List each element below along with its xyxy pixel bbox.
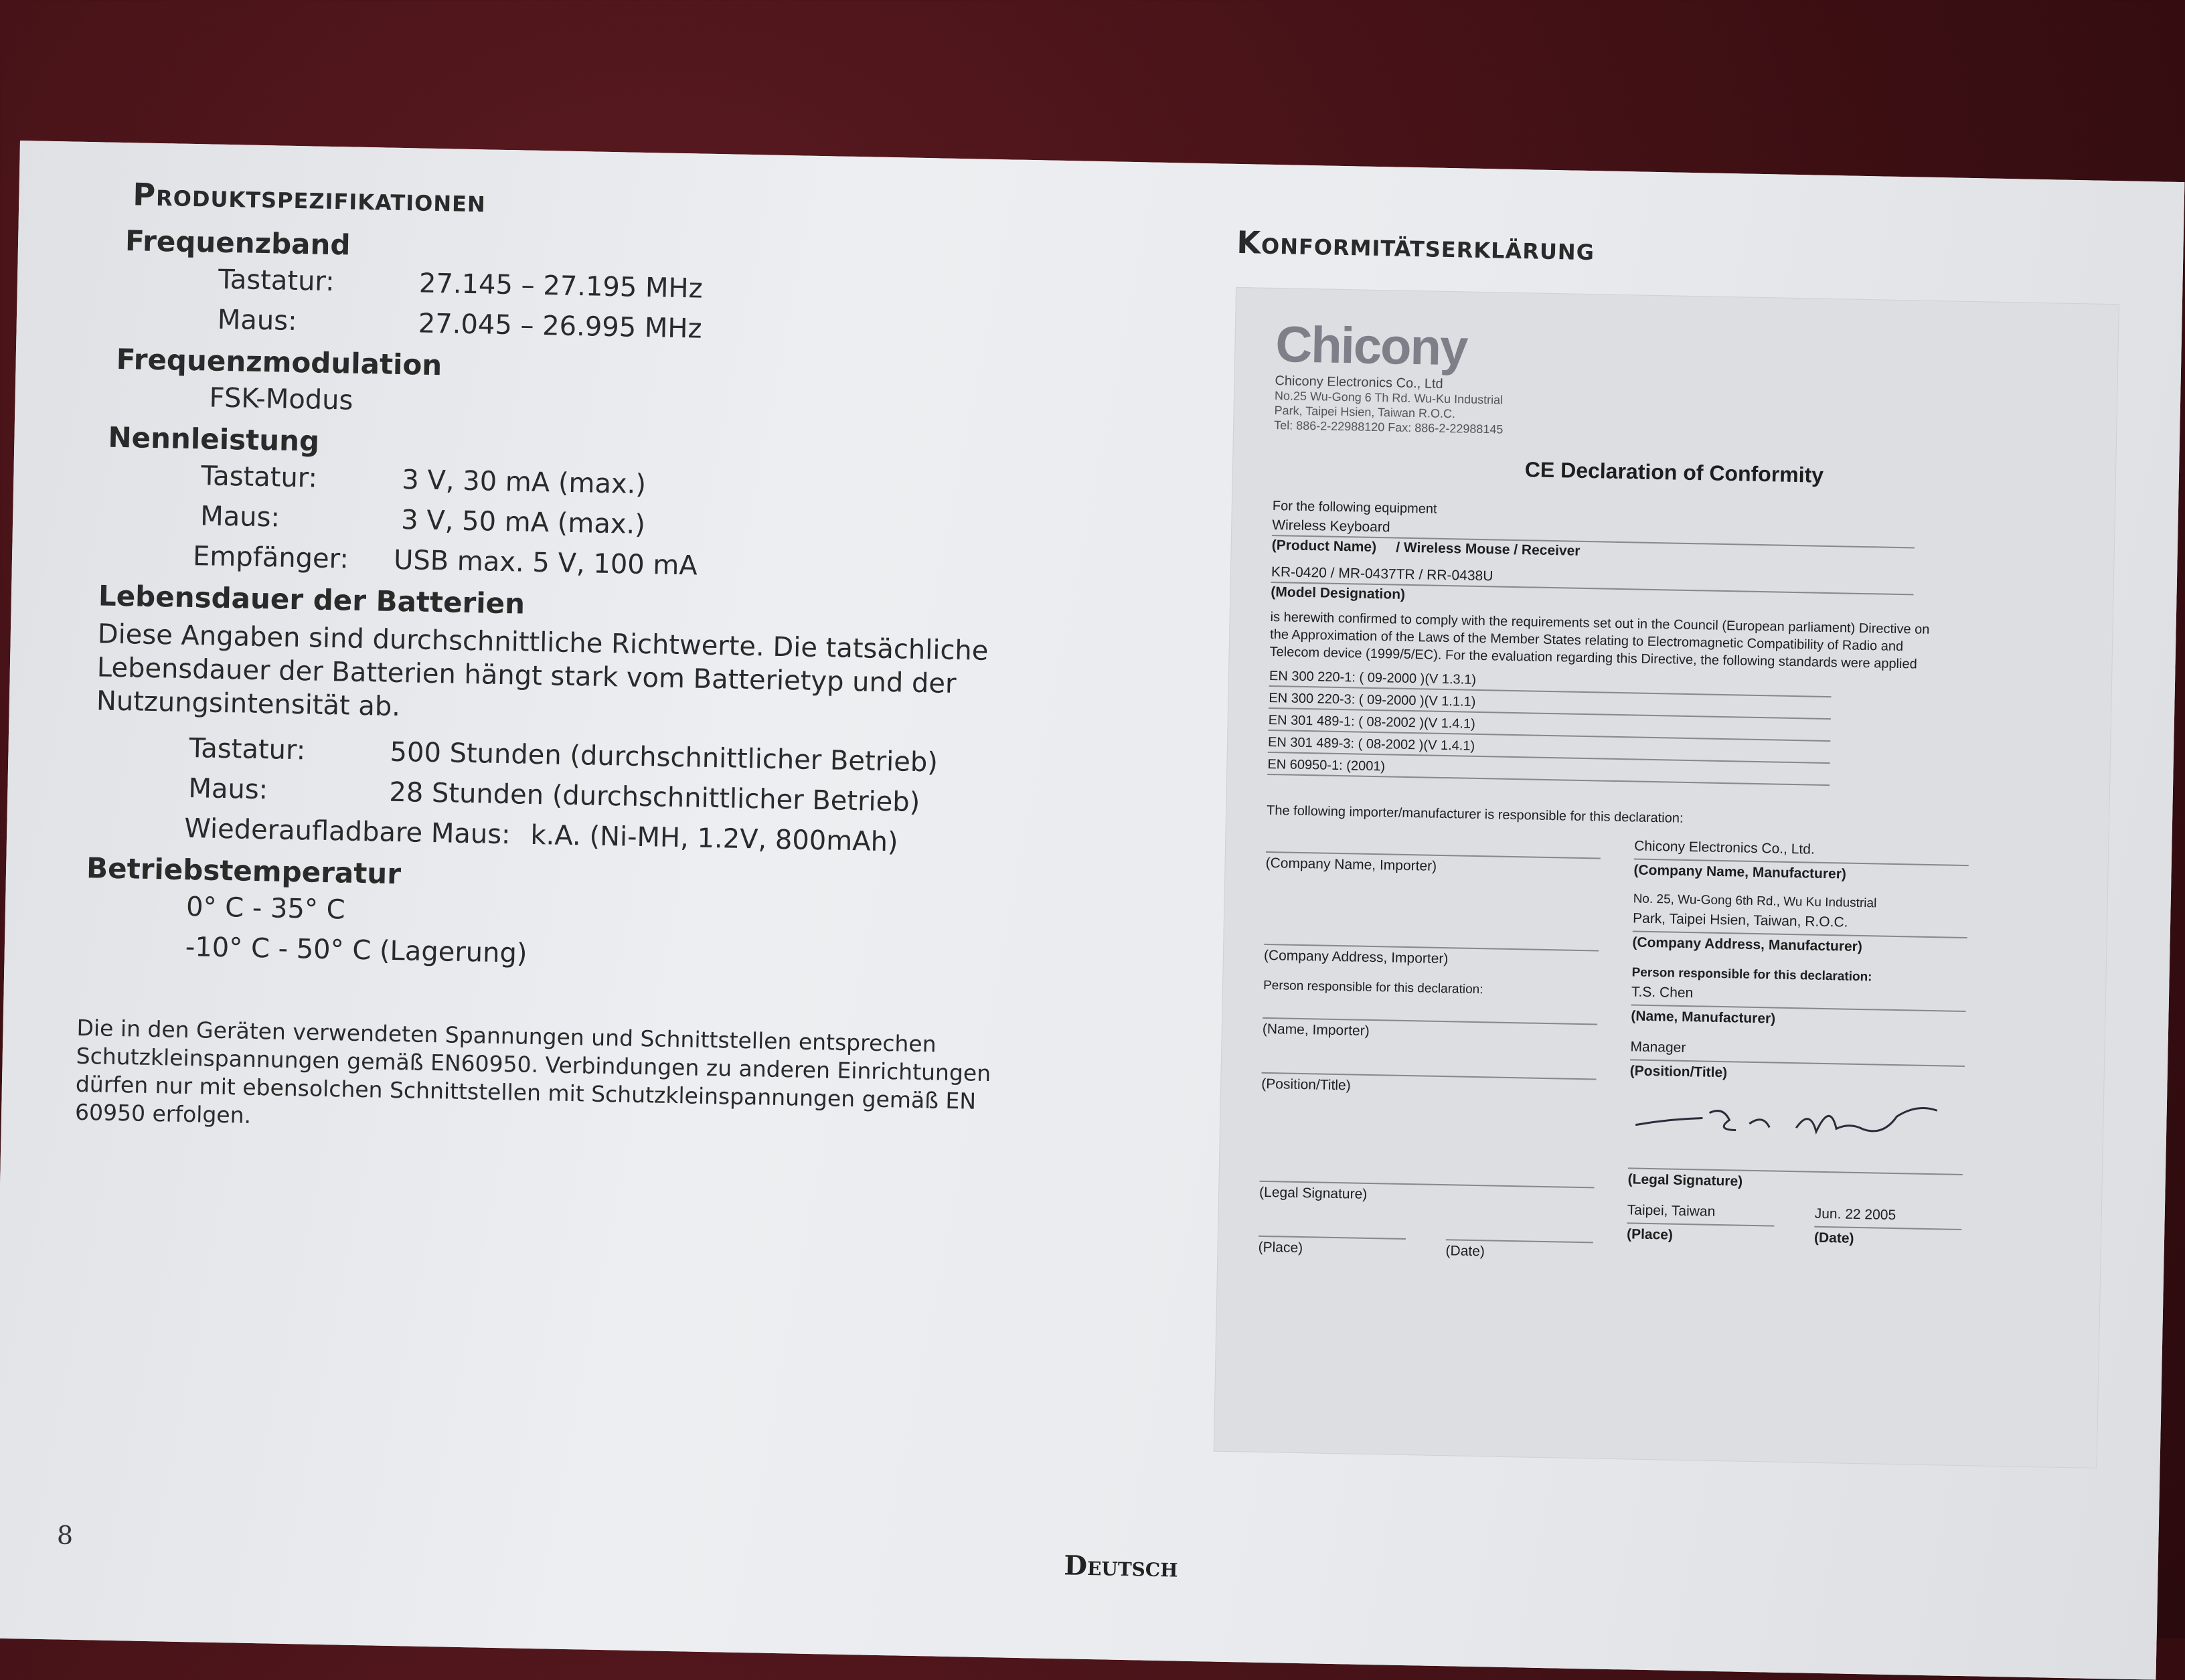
spec-column xyxy=(74,176,1164,1147)
manufacturer-position-caption: (Position/Title) xyxy=(1629,1063,1728,1081)
ce-certificate xyxy=(1214,287,2119,1468)
manufacturer-signature-caption: (Legal Signature) xyxy=(1627,1171,1743,1189)
manufacturer-person-value: T.S. Chen xyxy=(1631,981,1967,1012)
responsible-statement: The following importer/manufacturer is responsible for this declaration: xyxy=(1266,803,1684,826)
manufacturer-column xyxy=(1626,835,1969,1280)
conformity-title: Konformitätserklärung xyxy=(1236,224,1595,268)
temp-operating: 0° C - 35° C xyxy=(185,891,345,926)
section-heading: Lebensdauer der Batterien xyxy=(98,579,525,620)
spec-value: 28 Stunden (durchschnittlicher Betrieb) xyxy=(388,776,920,818)
safety-note: Die in den Geräten verwendeten Spannungen und Schnittstellen entsprechen Schutzkleinspannungen gemäß EN60950. Verbindungen zu anderen Einrichtungen dürfen nur mit ebensolchen Schnittstellen mit Schutzkleinspannungen gemäß EN 60950 erfolgen. xyxy=(74,1014,991,1128)
for-equipment: For the following equipment xyxy=(1272,499,1437,517)
spec-key: Wiederaufladbare Maus: xyxy=(183,813,511,851)
spec-key: Tastatur: xyxy=(189,733,306,766)
conformity-column xyxy=(1214,224,2134,1468)
spec-section-power xyxy=(106,421,1159,590)
section-heading: Nennleistung xyxy=(108,420,320,458)
chicony-logo: Chicony xyxy=(1275,316,1468,377)
product-name-value: Wireless Keyboard xyxy=(1272,515,1915,548)
importer-address-caption: (Company Address, Importer) xyxy=(1263,947,1449,967)
spec-value: 3 V, 30 mA (max.) xyxy=(401,465,647,501)
importer-name-caption: (Company Name, Importer) xyxy=(1265,855,1437,874)
importer-person-heading: Person responsible for this declaration: xyxy=(1263,978,1483,997)
manufacturer-name-caption: (Company Name, Manufacturer) xyxy=(1633,862,1847,882)
section-heading: Frequenzmodulation xyxy=(116,342,442,382)
importer-person-caption: (Name, Importer) xyxy=(1262,1021,1370,1039)
handwritten-signature xyxy=(1629,1091,1964,1151)
temp-storage: -10° C - 50° C (Lagerung) xyxy=(185,931,528,969)
manufacturer-name-value: Chicony Electronics Co., Ltd. xyxy=(1634,835,1969,866)
importer-name-line xyxy=(1266,829,1601,859)
manufacturer-person-caption: (Name, Manufacturer) xyxy=(1631,1008,1776,1027)
standard-item: EN 300 220-3: ( 09-2000 )(V 1.1.1) xyxy=(1269,687,1831,720)
manufacturer-date-caption: (Date) xyxy=(1813,1230,1854,1246)
spec-key: Tastatur: xyxy=(218,264,335,298)
section-heading: Betriebstemperatur xyxy=(86,851,402,891)
document-page xyxy=(0,141,2184,1680)
standards-list xyxy=(1267,665,2071,790)
importer-position-caption: (Position/Title) xyxy=(1261,1076,1351,1094)
spec-key: Maus: xyxy=(199,501,280,533)
standard-item: EN 301 489-3: ( 08-2002 )(V 1.4.1) xyxy=(1268,731,1830,764)
spec-title: Produktspezifikationen xyxy=(132,176,487,220)
manufacturer-person-heading: Person responsible for this declaration: xyxy=(1631,965,1872,985)
party-columns xyxy=(1258,829,2068,1283)
spec-key: Tastatur: xyxy=(200,460,318,494)
spec-key: FSK-Modus xyxy=(209,382,353,416)
spec-key: Empfänger: xyxy=(192,541,349,575)
spec-section-temperature xyxy=(84,851,1151,981)
battery-text: Diese Angaben sind durchschnittliche Richtwerte. Die tatsächliche Lebensdauer der Batterien hängt stark vom Batterietyp und der Nutzungsintensität ab. xyxy=(96,618,989,723)
spec-value: 3 V, 50 mA (max.) xyxy=(400,505,646,541)
manufacturer-position-value: Manager xyxy=(1630,1036,1965,1067)
importer-position-line xyxy=(1262,1049,1597,1080)
footer-language: Deutsch xyxy=(1063,1549,1179,1584)
manufacturer-address-caption: (Company Address, Manufacturer) xyxy=(1632,934,1863,955)
importer-date-caption: (Date) xyxy=(1445,1243,1485,1260)
manufacturer-place-value: Taipei, Taiwan xyxy=(1627,1199,1775,1226)
spec-section-modulation xyxy=(115,343,1161,432)
spec-key: Maus: xyxy=(217,304,298,337)
importer-column xyxy=(1258,829,1601,1274)
manufacturer-address-line: No. 25, Wu-Gong 6th Rd., Wu Ku Industrial xyxy=(1633,892,1877,911)
spec-section-frequency xyxy=(123,224,1163,353)
spec-value: USB max. 5 V, 100 mA xyxy=(393,544,698,582)
company-name: Chicony Electronics Co., Ltd xyxy=(1275,373,1443,392)
standard-item: EN 301 489-1: ( 08-2002 )(V 1.4.1) xyxy=(1268,709,1830,742)
spec-value: 27.045 – 26.995 MHz xyxy=(418,308,702,345)
certificate-title: CE Declaration of Conformity xyxy=(1524,457,1824,487)
model-caption: (Model Designation) xyxy=(1271,584,1406,602)
manufacturer-place-caption: (Place) xyxy=(1626,1226,1674,1243)
spec-section-battery xyxy=(94,579,1156,862)
importer-place-caption: (Place) xyxy=(1258,1239,1303,1256)
company-contact: Tel: 886-2-22988120 Fax: 886-2-22988145 xyxy=(1273,418,1504,436)
importer-place-line xyxy=(1259,1213,1406,1240)
spec-value: 27.145 – 27.195 MHz xyxy=(418,268,704,305)
page-number: 8 xyxy=(56,1520,74,1550)
importer-date-line xyxy=(1446,1216,1594,1243)
company-address-line: No.25 Wu-Gong 6 Th Rd. Wu-Ku Industrial xyxy=(1274,389,1504,407)
standard-item: EN 300 220-1: ( 09-2000 )(V 1.3.1) xyxy=(1269,665,1832,697)
compliance-statement: is herewith confirmed to comply with the requirements set out in the Council (European parliament) Directive on the Approximation of the Laws of the Member States relating to Electromagnetic Compatibility of Radio and Telecom device (1999/5/EC). For the evaluation regarding this Directive, the following standards were applied xyxy=(1269,609,1930,672)
spec-value: 500 Stunden (durchschnittlicher Betrieb) xyxy=(390,736,939,778)
spec-value: k.A. (Ni-MH, 1.2V, 800mAh) xyxy=(530,819,898,858)
importer-signature-caption: (Legal Signature) xyxy=(1259,1184,1368,1202)
manufacturer-date-value: Jun. 22 2005 xyxy=(1814,1203,1962,1230)
standard-item: EN 60950-1: (2001) xyxy=(1267,753,1830,786)
company-address-line: Park, Taipei Hsien, Taiwan R.O.C. xyxy=(1274,404,1456,421)
model-value: KR-0420 / MR-0437TR / RR-0438U xyxy=(1271,562,1914,595)
section-heading: Frequenzband xyxy=(125,224,351,262)
product-name-caption: (Product Name) / Wireless Mouse / Receiver xyxy=(1271,537,1581,559)
manufacturer-address-value: Park, Taipei Hsien, Taiwan, R.O.C. xyxy=(1633,908,1968,938)
spec-key: Maus: xyxy=(188,773,268,806)
